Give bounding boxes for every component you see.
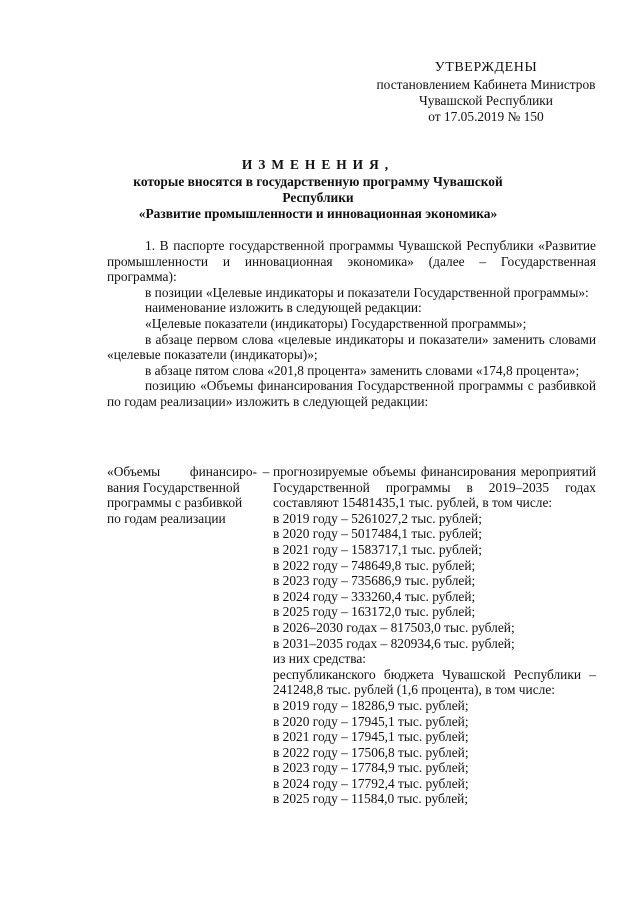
funding-year: в 2026–2030 годах – 817503,0 тыс. рублей; [273,619,515,635]
label-word: финансиро- [189,464,257,479]
paragraph: в позиции «Целевые индикаторы и показатели Государственной программы»: [145,284,589,300]
funding-year: в 2022 году – 748649,8 тыс. рублей; [273,557,476,573]
republic-budget: республиканского бюджета Чувашской Республики – 241248,8 тыс. рублей (1,6 процента), в том числе: [273,666,596,698]
republic-year: в 2024 году – 17792,4 тыс. рублей; [273,775,469,791]
paragraph: в абзаце пятом слова «201,8 процента» заменить словами «174,8 процента»; [145,362,580,378]
approval-line: постановлением Кабинета Министров [376,77,596,92]
funding-of-them: из них средства: [273,651,367,667]
republic-year: в 2020 году – 17945,1 тыс. рублей; [273,713,469,729]
paragraph: позицию «Объемы финансирования Государственной программы с разбивкой по годам реализации» изложить в следующей редакции: [107,378,596,409]
funding-value-cell [273,464,596,807]
funding-year: в 2031–2035 годах – 820934,6 тыс. рублей; [273,635,515,651]
paragraph: «Целевые показатели (индикаторы) Государственной программы»; [145,315,527,331]
separator-dash: – [262,464,270,479]
label-line: по годам реализации [107,510,226,526]
funding-year: в 2023 году – 735686,9 тыс. рублей; [273,573,476,589]
republic-year: в 2023 году – 17784,9 тыс. рублей; [273,760,469,776]
document-heading [106,156,530,222]
funding-year: в 2025 году – 163172,0 тыс. рублей; [273,604,476,620]
funding-year: в 2019 году – 5261027,2 тыс. рублей; [273,510,482,526]
heading-subtitle: которые вносятся в государственную программу Чувашской Республики [133,174,503,205]
approval-stamp [366,59,606,125]
republic-year: в 2021 году – 17945,1 тыс. рублей; [273,729,469,745]
heading-subtitle: «Развитие промышленности и инновационная экономика» [138,206,498,221]
funding-intro: прогнозируемые объемы финансирования мероприятий Государственной программы в 2019–2035 годах составляют 15481435,1 тыс. рублей, в том числе: [273,464,596,511]
paragraph: 1. В паспорте государственной программы Чувашской Республики «Развитие промышленности и инновационная экономика» (далее – Государственная программа): [107,238,596,285]
approval-title: УТВЕРЖДЕНЫ [434,60,538,75]
funding-year: в 2020 году – 5017484,1 тыс. рублей; [273,526,482,542]
document-body [107,238,596,410]
republic-year: в 2022 году – 17506,8 тыс. рублей; [273,744,469,760]
republic-year: в 2025 году – 11584,0 тыс. рублей; [273,791,469,807]
heading-title: ИЗМЕНЕНИЯ, [241,157,395,172]
approval-line: от 17.05.2019 № 150 [428,109,544,124]
label-word: «Объемы [107,464,161,479]
paragraph: в абзаце первом слова «целевые индикаторы и показатели» заменить словами «целевые показатели (индикаторы)»; [107,331,596,363]
label-line: вания Государственной [107,479,240,495]
label-line: программы с разбивкой [107,495,243,511]
republic-year: в 2019 году – 18286,9 тыс. рублей; [273,697,469,713]
approval-line: Чувашской Республики [419,93,553,108]
funding-year: в 2021 году – 1583717,1 тыс. рублей; [273,541,482,557]
funding-label-cell [107,464,257,526]
paragraph: наименование изложить в следующей редакции: [145,300,422,316]
funding-year: в 2024 году – 333260,4 тыс. рублей; [273,588,476,604]
